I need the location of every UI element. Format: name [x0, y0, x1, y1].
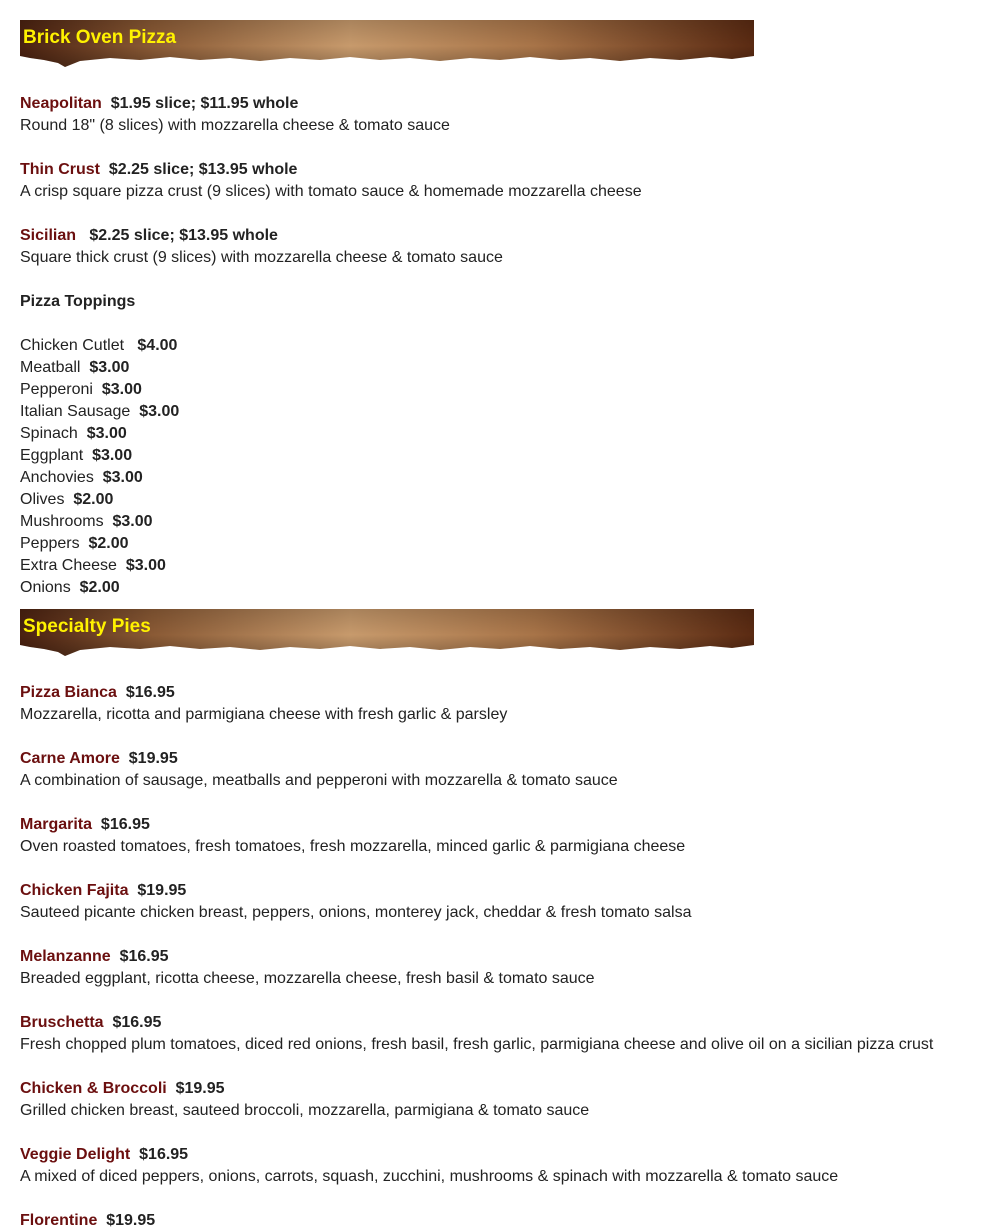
- topping-price: $3.00: [112, 513, 153, 530]
- section-banner-brick-oven: [20, 20, 754, 68]
- menu-item: [20, 814, 970, 858]
- topping-name: Pepperoni: [20, 381, 93, 398]
- toppings-heading: Pizza Toppings: [20, 293, 136, 310]
- topping-price: $3.00: [125, 557, 166, 574]
- topping-row: [20, 379, 970, 401]
- topping-name: Eggplant: [20, 447, 84, 464]
- topping-row: [20, 533, 970, 555]
- section-title: Specialty Pies: [23, 616, 151, 637]
- item-price: $19.95: [106, 1212, 156, 1229]
- menu-item: [20, 159, 970, 203]
- item-name: Veggie Delight: [20, 1146, 131, 1163]
- topping-price: $4.00: [137, 337, 178, 354]
- item-name: Sicilian: [20, 227, 77, 244]
- topping-name: Onions: [20, 579, 71, 596]
- menu-item: [20, 225, 970, 269]
- topping-name: Chicken Cutlet: [20, 337, 125, 354]
- item-price: $19.95: [137, 882, 187, 899]
- menu-item: [20, 682, 970, 726]
- topping-name: Spinach: [20, 425, 78, 442]
- topping-row: [20, 467, 970, 489]
- topping-price: $2.00: [79, 579, 120, 596]
- topping-price: $3.00: [92, 447, 133, 464]
- item-name: Melanzanne: [20, 948, 111, 965]
- item-description: Round 18" (8 slices) with mozzarella cheese & tomato sauce: [20, 117, 450, 134]
- topping-price: $3.00: [102, 469, 143, 486]
- topping-price: $3.00: [139, 403, 180, 420]
- toppings-list: [20, 335, 970, 599]
- menu-item: [20, 93, 970, 137]
- item-description: Oven roasted tomatoes, fresh tomatoes, fresh mozzarella, minced garlic & parmigiana cheese: [20, 838, 686, 855]
- section-banner-specialty: [20, 609, 754, 657]
- menu-item: [20, 1078, 970, 1122]
- topping-name: Peppers: [20, 535, 80, 552]
- item-price: $16.95: [112, 1014, 162, 1031]
- topping-price: $3.00: [86, 425, 127, 442]
- menu-content: [20, 20, 970, 1232]
- section-title: Brick Oven Pizza: [23, 27, 177, 48]
- menu-item: [20, 946, 970, 990]
- item-description: A crisp square pizza crust (9 slices) with tomato sauce & homemade mozzarella cheese: [20, 183, 642, 200]
- topping-row: [20, 335, 970, 357]
- topping-row: [20, 423, 970, 445]
- topping-price: $3.00: [89, 359, 130, 376]
- menu-item: [20, 880, 970, 924]
- item-price: $19.95: [128, 750, 178, 767]
- topping-name: Anchovies: [20, 469, 94, 486]
- topping-row: [20, 401, 970, 423]
- menu-item: [20, 1144, 970, 1188]
- item-name: Chicken Fajita: [20, 882, 129, 899]
- item-description: A mixed of diced peppers, onions, carrots, squash, zucchini, mushrooms & spinach with mozzarella & tomato sauce: [20, 1168, 839, 1185]
- item-name: Thin Crust: [20, 161, 100, 178]
- item-description: Sauteed picante chicken breast, peppers, onions, monterey jack, cheddar & fresh tomato salsa: [20, 904, 692, 921]
- item-price: $2.25 slice; $13.95 whole: [89, 227, 278, 244]
- item-description: Fresh chopped plum tomatoes, diced red onions, fresh basil, fresh garlic, parmigiana cheese and olive oil on a sicilian pizza crust: [20, 1036, 934, 1053]
- topping-row: [20, 511, 970, 533]
- topping-name: Extra Cheese: [20, 557, 117, 574]
- item-name: Pizza Bianca: [20, 684, 117, 701]
- item-price: $16.95: [125, 684, 175, 701]
- item-name: Florentine: [20, 1212, 98, 1229]
- topping-price: $2.00: [73, 491, 114, 508]
- item-name: Margarita: [20, 816, 93, 833]
- item-description: Grilled chicken breast, sauteed broccoli, mozzarella, parmigiana & tomato sauce: [20, 1102, 590, 1119]
- topping-name: Meatball: [20, 359, 81, 376]
- item-name: Neapolitan: [20, 95, 102, 112]
- item-description: A combination of sausage, meatballs and pepperoni with mozzarella & tomato sauce: [20, 772, 618, 789]
- item-price: $19.95: [175, 1080, 225, 1097]
- topping-row: [20, 577, 970, 599]
- item-name: Bruschetta: [20, 1014, 104, 1031]
- item-price: $16.95: [139, 1146, 189, 1163]
- topping-price: $3.00: [101, 381, 142, 398]
- menu-item: [20, 1210, 970, 1232]
- item-price: $16.95: [100, 816, 150, 833]
- item-description: Square thick crust (9 slices) with mozzarella cheese & tomato sauce: [20, 249, 503, 266]
- topping-row: [20, 357, 970, 379]
- item-name: Chicken & Broccoli: [20, 1080, 167, 1097]
- topping-name: Mushrooms: [20, 513, 104, 530]
- item-price: $2.25 slice; $13.95 whole: [108, 161, 298, 178]
- topping-row: [20, 555, 970, 577]
- item-description: Breaded eggplant, ricotta cheese, mozzarella cheese, fresh basil & tomato sauce: [20, 970, 595, 987]
- topping-row: [20, 489, 970, 511]
- menu-item: [20, 1012, 970, 1056]
- item-name: Carne Amore: [20, 750, 120, 767]
- item-description: Mozzarella, ricotta and parmigiana cheese with fresh garlic & parsley: [20, 706, 508, 723]
- topping-name: Olives: [20, 491, 65, 508]
- menu-item: [20, 748, 970, 792]
- item-price: $1.95 slice; $11.95 whole: [110, 95, 299, 112]
- topping-name: Italian Sausage: [20, 403, 131, 420]
- topping-price: $2.00: [88, 535, 129, 552]
- item-price: $16.95: [119, 948, 169, 965]
- topping-row: [20, 445, 970, 467]
